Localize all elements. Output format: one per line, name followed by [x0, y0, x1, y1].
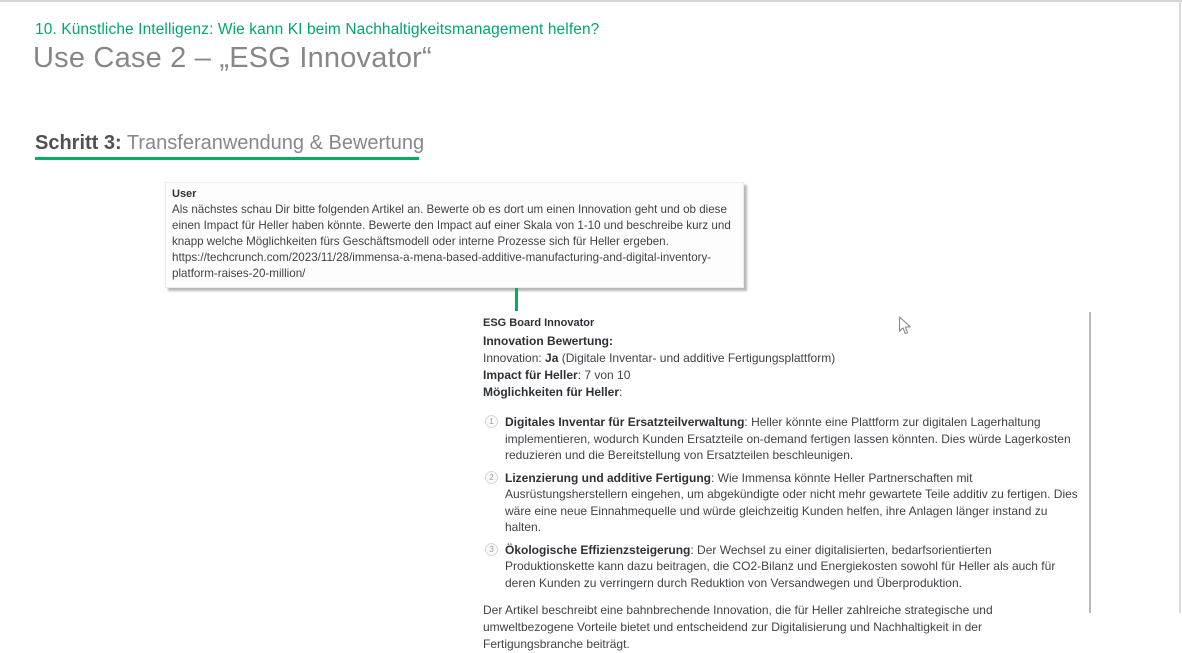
innovation-line: [483, 350, 1083, 367]
list-item-text: [505, 414, 1080, 464]
list-item-text: [505, 470, 1080, 536]
possibilities-line: [483, 384, 1083, 401]
slide-title: Use Case 2 – „ESG Innovator“: [33, 42, 432, 74]
message-connector-line: [515, 288, 518, 311]
list-item: [483, 542, 1083, 592]
assistant-message-block: [483, 316, 1083, 653]
user-message-box: [165, 182, 744, 288]
assistant-closing-paragraph: Der Artikel beschreibt eine bahnbrechende Innovation, die für Heller zahlreiche strategische und umweltbezogene Vorteile bietet und entscheidend zur Digitalisierung und Nachhaltigkeit in der Fertigungsbranche beiträgt.: [483, 603, 993, 651]
window-right-border: [1179, 0, 1181, 613]
innovation-value: Ja: [545, 351, 559, 365]
list-item-title: Lizenzierung und additive Fertigung: [505, 470, 711, 485]
user-message-text: [172, 202, 733, 282]
innovation-detail: (Digitale Inventar- und additive Fertigungsplattform): [558, 351, 836, 365]
impact-value: : 7 von 10: [577, 368, 631, 382]
list-number-badge: 2: [485, 471, 498, 484]
section-underline: [35, 157, 419, 160]
impact-label: Impact für Heller: [483, 368, 578, 382]
list-item: [483, 414, 1083, 464]
mouse-cursor-icon: [898, 316, 912, 341]
list-item-title: Digitales Inventar für Ersatzteilverwaltung: [505, 415, 745, 429]
user-sender-label: User: [172, 188, 197, 200]
slide-kicker: 10. Künstliche Intelligenz: Wie kann KI beim Nachhaltigkeitsmanagement helfen?: [35, 21, 600, 38]
list-item-body: : Heller könnte eine Plattform zur digitalen Lagerhaltung implementieren, wodurch Kunden Ersatzteile on-demand fertigen lassen könnten. Dies würde Lagerkosten reduzieren und die Bereitstellung von Ersatzteilen beschleunigen.: [505, 415, 1071, 462]
list-item: [483, 470, 1083, 536]
article-url-link[interactable]: https://techcrunch.com/2023/11/28/immensa-a-mena-based-additive-manufacturing-and-digital-inventory-platform-raises-20-million/: [172, 251, 712, 280]
list-item-body: : Wie Immensa könnte Heller Partnerschaften mit Ausrüstungsherstellern eingehen, um abgekündigte oder nicht mehr gewartete Teile additiv zu fertigen. Dies wäre eine neue Einnahmequelle und würde gleichzeitig Kunden helfen, ihre Anlagen länger instand zu halten.: [505, 470, 1078, 534]
list-item-title: Ökologische Effizienzsteigerung: [505, 542, 691, 557]
section-heading: [35, 132, 424, 155]
user-message-body: Als nächstes schau Dir bitte folgenden Artikel an. Bewerte ob es dort um einen Innovation geht und ob diese einen Impact für Heller haben könnte. Bewerte den Impact auf einer Skala von 1-10 und beschreibe kurz und knapp welche Möglichkeiten fürs Geschäftsmodell oder interne Prozesse sich für Heller ergeben.: [172, 203, 731, 248]
section-step-label: Schritt 3:: [35, 132, 122, 154]
scrollbar[interactable]: [1089, 312, 1091, 613]
assistant-sender-label: ESG Board Innovator: [483, 317, 595, 329]
list-number-badge: 3: [485, 543, 498, 556]
possibilities-label: Möglichkeiten für Heller: [483, 385, 620, 399]
possibilities-list: [483, 414, 1083, 591]
possibilities-colon: :: [619, 385, 623, 399]
innovation-label: Innovation:: [483, 351, 546, 365]
list-item-body: : Der Wechsel zu einer digitalisierten, bedarfsorientierten Produktionskette kann dazu beitragen, die CO2-Bilanz und Energiekosten sowohl für Heller als auch für deren Kunden zu verringern durch Reduktion von Versandwegen und Überproduktion.: [505, 542, 1056, 590]
window-top-border: [0, 0, 1182, 2]
list-item-text: [505, 542, 1080, 592]
innovation-rating-heading: Innovation Bewertung:: [483, 334, 613, 348]
section-step-title: Transferanwendung & Bewertung: [121, 132, 425, 154]
impact-line: [483, 367, 1083, 384]
list-number-badge: 1: [485, 415, 498, 428]
